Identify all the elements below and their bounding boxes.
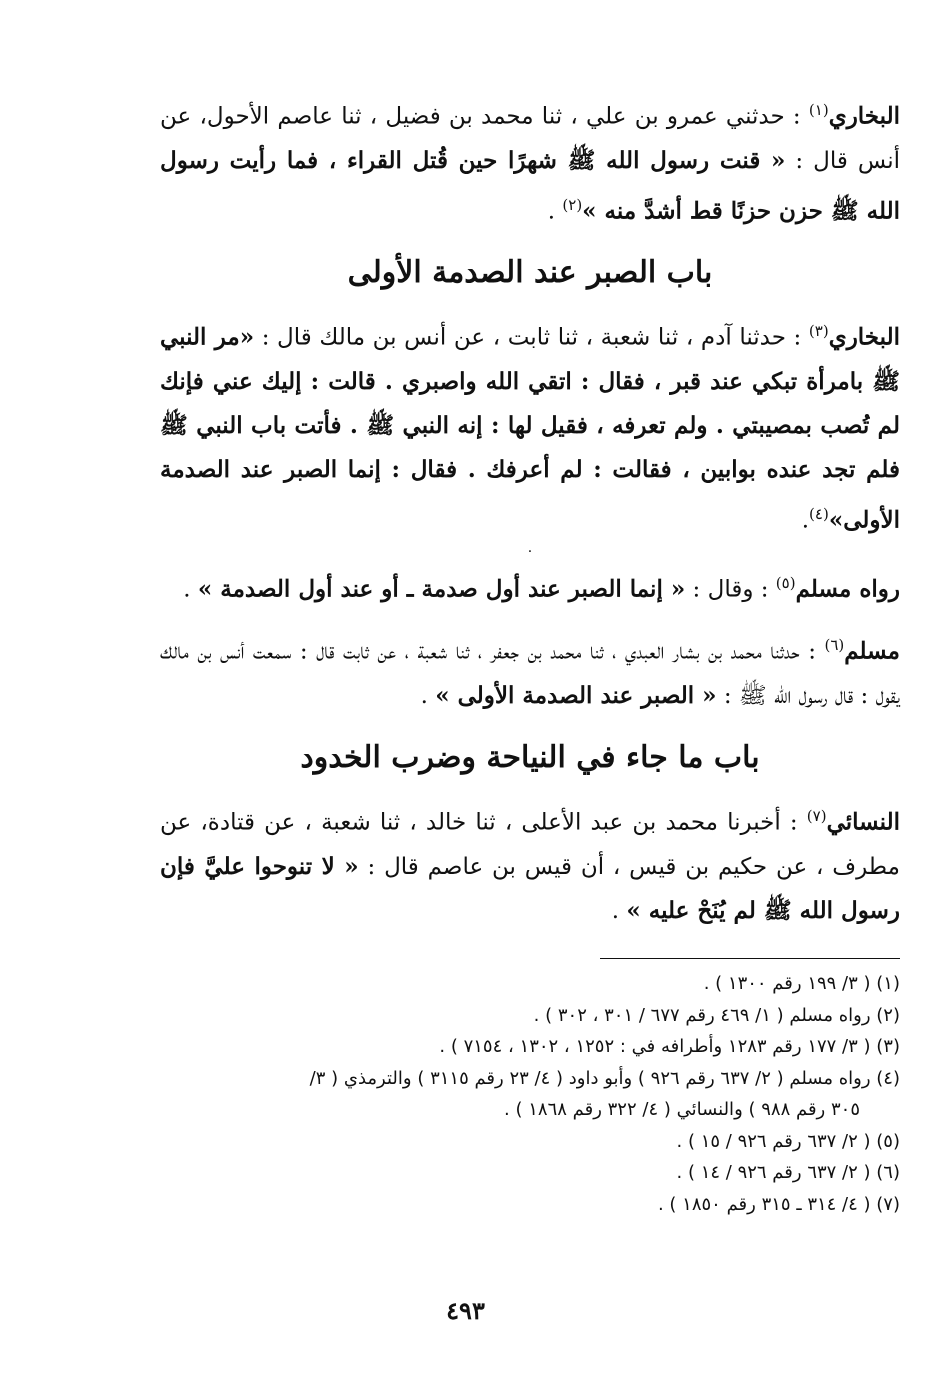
footnote: (٣) ( ٣/ ١٧٧ رقم ١٢٨٣ وأطرافه في : ١٢٥٢ ، ١٣٠٢ ، ٧١٥٤ ) . — [439, 1036, 900, 1057]
footnote: (٤) رواه مسلم ( ٢/ ٦٣٧ رقم ٩٢٦ ) وأبو داود ( ٤/ ٢٣ رقم ٣١١٥ ) والترمذي ( ٣/ — [309, 1067, 900, 1089]
paragraph-tail: . — [801, 507, 810, 534]
footnote: (٧) ( ٤/ ٣١٤ ـ ٣١٥ رقم ١٨٥٠ ) . — [657, 1193, 900, 1215]
source-name: البخاري — [828, 102, 900, 130]
hadith-text: « قنت رسول الله ﷺ شهرًا حين قُتل القراء ، فما رأيت رسول الله ﷺ حزن حزنًا قط أشدَّ منه » — [160, 146, 900, 225]
hadith-paragraph — [160, 309, 900, 542]
separator-dot: · — [527, 543, 533, 560]
source-name: البخاري — [828, 323, 900, 351]
intro-paragraph — [160, 88, 900, 233]
footnote-ref[interactable]: (٣) — [808, 322, 829, 341]
page-body — [160, 88, 900, 933]
footnote: (١) ( ٣/ ١٩٩ رقم ١٣٠٠ ) . — [703, 973, 900, 994]
footnote-continuation-text: ٣٠٥ رقم ٩٨٨ ) والنسائي ( ٤/ ٣٢٢ رقم ١٨٦٨ ) . — [504, 1099, 860, 1120]
footnote-ref[interactable]: (٤) — [809, 504, 829, 523]
footnote-ref[interactable]: (١) — [808, 101, 829, 119]
paragraph-tail: . — [420, 682, 436, 709]
footnote-continuation — [160, 1094, 900, 1126]
hadith-text: « لا تنوحوا عليَّ فإن رسول الله ﷺ لم يُنَحْ عليه » — [160, 852, 900, 924]
spacer — [160, 611, 900, 623]
chain-text: : حدثنا محمد بن بشار العبدي ، ثنا محمد بن جعفر ، ثنا شعبة ، عن ثابت قال : سمعت أنس بن مالك يقول : قال رسول الله ﷺ : — [160, 638, 900, 709]
hadith-text: « الصبر عند الصدمة الأولى » — [435, 681, 717, 709]
paragraph-tail: . — [547, 198, 563, 225]
footnotes — [160, 968, 900, 1220]
source-name: النسائي — [826, 808, 900, 836]
chain-text: : أخبرنا محمد بن عبد الأعلى ، ثنا خالد ، ثنا شعبة ، عن قتادة، عن مطرف ، عن حكيم بن قيس ، أن قيس بن عاصم قال : — [160, 809, 900, 880]
paragraph-tail: . — [183, 576, 198, 603]
footnote: (٥) ( ٢/ ٦٣٧ رقم ٩٢٦ / ١٥ ) . — [676, 1130, 900, 1152]
page-number: ٤٩٣ — [446, 1296, 485, 1325]
footnote-ref[interactable]: (٥) — [775, 573, 796, 592]
footnote-ref[interactable]: (٦) — [824, 636, 845, 655]
footnote-divider — [600, 958, 900, 959]
footnote: (٢) رواه مسلم ( ١/ ٤٦٩ رقم ٦٧٧ / ٣٠١ ، ٣٠٢ ) . — [533, 1004, 900, 1026]
footnote: (٦) ( ٢/ ٦٣٧ رقم ٩٢٦ / ١٤ ) . — [676, 1162, 900, 1183]
hadith-paragraph — [160, 561, 900, 612]
paragraph-tail: . — [611, 897, 627, 924]
hadith-text: «مر النبي ﷺ بامرأة تبكي عند قبر ، فقال : اتقي الله واصبري . قالت : إليك عني فإنك لم تُصب بمصيبتي . ولم تعرفه ، فقيل لها : إنه النبي ﷺ . فأتت باب النبي ﷺ فلم تجد عنده بوابين ، فقالت : لم أعرفك . فقال : إنما الصبر عند الصدمة الأولى» — [160, 323, 900, 534]
footnote-ref[interactable]: (٧) — [806, 806, 827, 825]
hadith-paragraph — [160, 794, 900, 933]
footnote-ref[interactable]: (٢) — [562, 195, 583, 214]
hadith-paragraph — [160, 623, 900, 718]
chain-text: : حدثنا آدم ، ثنا شعبة ، ثنا ثابت ، عن أنس بن مالك قال : — [254, 324, 809, 351]
source-name: مسلم — [844, 637, 900, 665]
chain-text: : وقال : — [685, 576, 776, 603]
source-name: رواه مسلم — [795, 575, 900, 603]
section-title: باب ما جاء في النياحة وضرب الخدود — [300, 739, 760, 775]
chain-text: : حدثني عمرو بن علي ، ثنا محمد بن فضيل ، ثنا عاصم الأحول، عن أنس قال : — [160, 103, 900, 174]
hadith-text: « إنما الصبر عند أول صدمة ـ أو عند أول الصدمة » — [197, 575, 686, 603]
section-title: باب الصبر عند الصدمة الأولى — [347, 255, 713, 291]
